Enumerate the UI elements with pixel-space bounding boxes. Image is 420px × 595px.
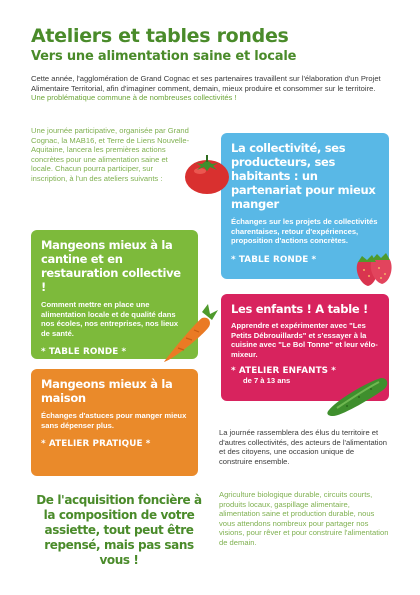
intro-accent-text: Une problématique commune à de nombreuses collectivités ! <box>31 93 237 103</box>
intro-paragraph <box>31 74 386 103</box>
page-title: Ateliers et tables rondes <box>31 25 289 47</box>
card-cantine-title: Mangeons mieux à la cantine et en restauration collective ! <box>41 238 181 294</box>
card-maison-title: Mangeons mieux à la maison <box>41 377 173 405</box>
card-collectivite-title: La collectivité, ses producteurs, ses habitants : un partenariat pour mieux manger <box>231 141 376 211</box>
card-enfants-body: Apprendre et expérimenter avec "Les Petits Débrouillards" et s'essayer à la cuisine avec "Le Bol Tonne" et leur vélo-mixeur. <box>231 321 378 359</box>
card-maison-tag: * ATELIER PRATIQUE * <box>41 439 151 449</box>
intro-text: Cette année, l'agglomération de Grand Cognac et ses partenaires travaillent sur l'élaboration d'un Projet Alimentaire Territorial, afin d'imaginer comment, demain, mieux produire et consommer sur le territoire. <box>31 74 381 93</box>
card-maison-body: Échanges d'astuces pour manger mieux sans dépenser plus. <box>41 411 187 430</box>
card-enfants-tag: * ATELIER ENFANTS * <box>231 366 336 376</box>
closing-quote: De l'acquisition foncière à la composition de votre assiette, tout peut être repensé, mais pas sans vous ! <box>36 493 202 567</box>
strawberry-icon <box>352 248 396 290</box>
card-collectivite-tag: * TABLE RONDE * <box>231 254 317 265</box>
card-enfants-title: Les enfants ! A table ! <box>231 302 368 316</box>
closing-accent-text: Agriculture biologique durable, circuits courts, produits locaux, gaspillage alimentaire, alimentation saine et production durable, nous vous attendons nombreux pour partager nos visions, pour rêver et pour construire l'alimentation de demain. <box>219 490 389 547</box>
carrot-icon <box>158 302 222 368</box>
cucumber-icon <box>323 370 393 422</box>
page-subtitle: Vers une alimentation saine et locale <box>31 49 297 64</box>
event-description: Une journée participative, organisée par Grand Cognac, la MAB16, et Terre de Liens Nouvelle-Aquitaine, lancera les premières actions concrètes pour une alimentation saine et locale. Chacun pourra participer, sur inscription, à l'un des ateliers suivants : <box>31 126 190 183</box>
card-cantine-tag: * TABLE RONDE * <box>41 347 127 357</box>
closing-text: La journée rassemblera des élus du territoire et d'autres collectivités, des acteurs de l'alimentation et des citoyens, une occasion unique de construire ensemble. <box>219 428 387 466</box>
card-collectivite-body: Échanges sur les projets de collectivités charentaises, retour d'expériences, proposition d'actions concrètes. <box>231 217 378 245</box>
card-maison <box>31 369 198 476</box>
tomato-icon <box>182 152 232 196</box>
card-cantine-body: Comment mettre en place une alimentation locale et de qualité dans nos écoles, nos entreprises, nos lieux de santé. <box>41 300 179 338</box>
card-enfants-age: de 7 à 13 ans <box>243 376 291 385</box>
